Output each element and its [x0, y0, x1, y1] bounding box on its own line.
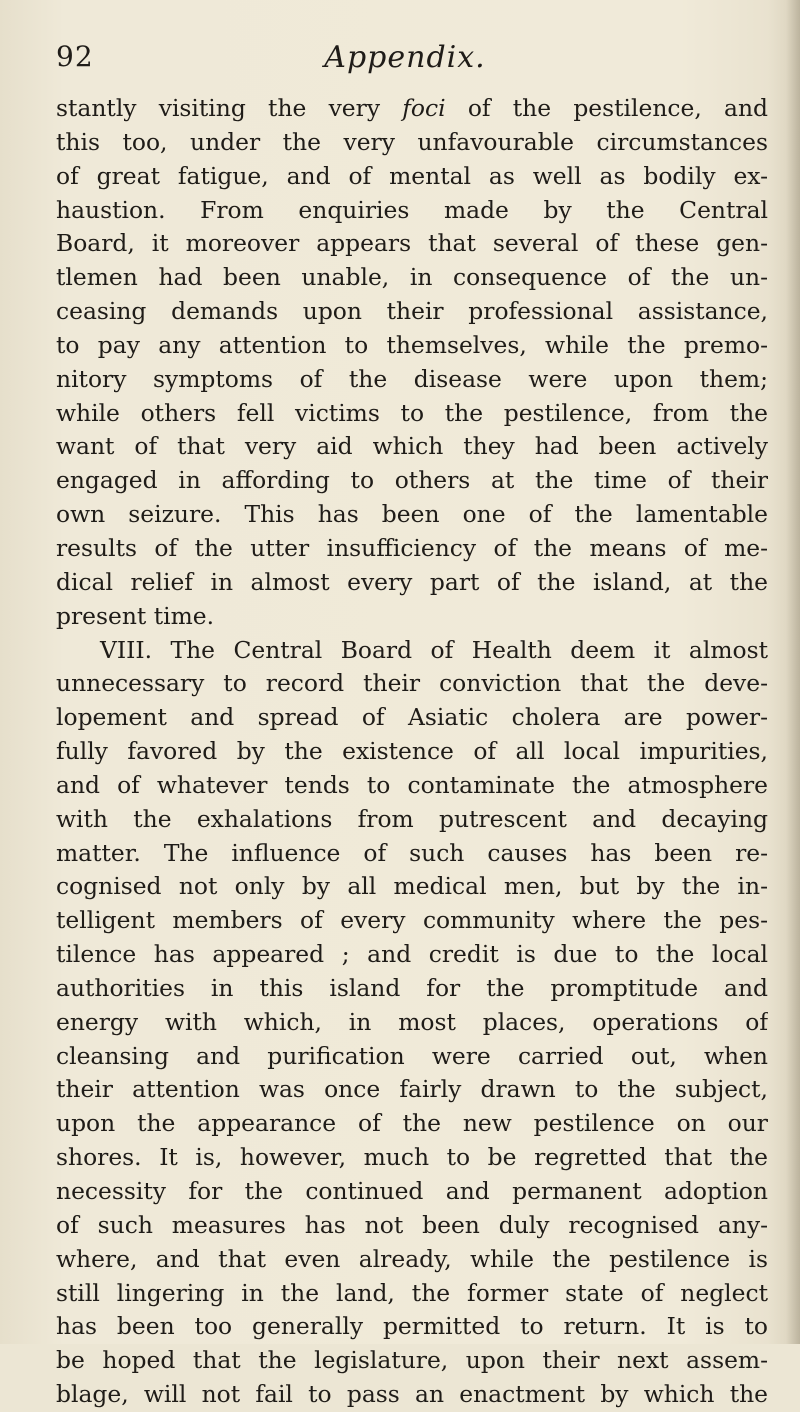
text-segment: be hoped that the legislature, upon their next assem- [56, 1346, 768, 1375]
text-line [56, 194, 768, 228]
text-segment: where, and that even already, while the pestilence is [56, 1244, 768, 1273]
text-segment: shores. It is, however, much to be regretted that the [56, 1143, 768, 1172]
text-line [56, 667, 768, 701]
text-line [56, 803, 768, 837]
text-line [56, 600, 768, 634]
text-segment: has been too generally permitted to return. It is to [56, 1312, 768, 1341]
text-line [56, 1107, 768, 1141]
text-line [56, 1006, 768, 1040]
text-segment: to pay any attention to themselves, while the premo- [56, 330, 768, 359]
text-segment: lopement and spread of Asiatic cholera are power- [56, 703, 768, 732]
text-segment: matter. The influence of such causes has been re- [56, 838, 768, 867]
text-line [56, 1243, 768, 1277]
text-line [56, 938, 768, 972]
text-line [56, 1073, 768, 1107]
text-segment: haustion. From enquiries made by the Central [56, 195, 768, 224]
text-segment: upon the appearance of the new pestilence on our [56, 1109, 768, 1138]
text-segment: authorities in this island for the promptitude and [56, 973, 768, 1002]
text-line [56, 769, 768, 803]
page-number: 92 [56, 40, 94, 73]
running-head: Appendix. [324, 40, 486, 75]
text-line [56, 1175, 768, 1209]
text-segment: own seizure. This has been one of the lamentable [56, 500, 768, 529]
text-line [56, 92, 768, 126]
text-segment: telligent members of every community where the pes- [56, 906, 768, 935]
text-segment: cleansing and purification were carried out, when [56, 1041, 768, 1070]
text-line [56, 1141, 768, 1175]
text-segment: while others fell victims to the pestilence, from the [56, 398, 768, 427]
text-line [56, 532, 768, 566]
text-line [56, 464, 768, 498]
text-line [56, 1277, 768, 1311]
text-segment: tlemen had been unable, in consequence of the un- [56, 263, 768, 292]
text-segment: tilence has appeared ; and credit is due to the local [56, 940, 768, 969]
text-segment: results of the utter insufficiency of the means of me- [56, 533, 768, 562]
text-line [56, 904, 768, 938]
text-line [56, 1378, 768, 1412]
text-line [56, 363, 768, 397]
text-line [56, 261, 768, 295]
text-line [56, 870, 768, 904]
text-segment: fully favored by the existence of all local impurities, [56, 737, 768, 766]
text-line [56, 1310, 768, 1344]
text-segment: and of whatever tends to contaminate the atmosphere [56, 770, 768, 799]
text-line [56, 972, 768, 1006]
body-text [56, 92, 768, 1412]
text-segment: still lingering in the land, the former state of neglect [56, 1278, 768, 1307]
text-line [56, 701, 768, 735]
text-segment: ceasing demands upon their professional assistance, [56, 297, 768, 326]
text-line [56, 397, 768, 431]
text-segment: dical relief in almost every part of the island, at the [56, 567, 768, 596]
text-line [56, 430, 768, 464]
text-line [56, 634, 768, 668]
text-segment: this too, under the very unfavourable circumstances [56, 127, 768, 156]
text-line [56, 498, 768, 532]
text-segment: engaged in affording to others at the time of their [56, 466, 768, 495]
text-segment: of the pestilence, and [445, 94, 768, 122]
text-line [56, 227, 768, 261]
text-segment: of great fatigue, and of mental as well as bodily ex- [56, 161, 768, 190]
text-segment: their attention was once fairly drawn to the subject, [56, 1075, 768, 1104]
text-line [56, 837, 768, 871]
text-segment: want of that very aid which they had been actively [56, 432, 768, 461]
text-segment: energy with which, in most places, operations of [56, 1007, 768, 1036]
text-segment: with the exhalations from putrescent and decaying [56, 804, 768, 833]
text-line [56, 295, 768, 329]
text-segment: unnecessary to record their conviction that the deve- [56, 669, 768, 698]
text-line [56, 329, 768, 363]
text-line [56, 160, 768, 194]
page-edge-shadow [786, 0, 800, 1344]
text-segment: of such measures has not been duly recognised any- [56, 1210, 768, 1239]
text-line [56, 1344, 768, 1378]
text-line [56, 1040, 768, 1074]
text-segment: necessity for the continued and permanent adoption [56, 1177, 768, 1205]
text-segment: present time. [56, 601, 215, 630]
text-segment: blage, will not fail to pass an enactment by which the [56, 1380, 768, 1409]
text-line [56, 1209, 768, 1243]
text-segment: foci [402, 94, 446, 122]
text-segment: nitory symptoms of the disease were upon them; [56, 364, 768, 393]
text-segment: Board, it moreover appears that several of these gen- [56, 229, 768, 258]
text-line [56, 126, 768, 160]
page-header [0, 40, 800, 80]
text-line [56, 735, 768, 769]
text-line [56, 566, 768, 600]
text-segment: VIII. The Central Board of Health deem it almost [100, 635, 768, 664]
text-segment: cognised not only by all medical men, but by the in- [56, 872, 768, 901]
text-segment: stantly visiting the very [56, 94, 403, 122]
